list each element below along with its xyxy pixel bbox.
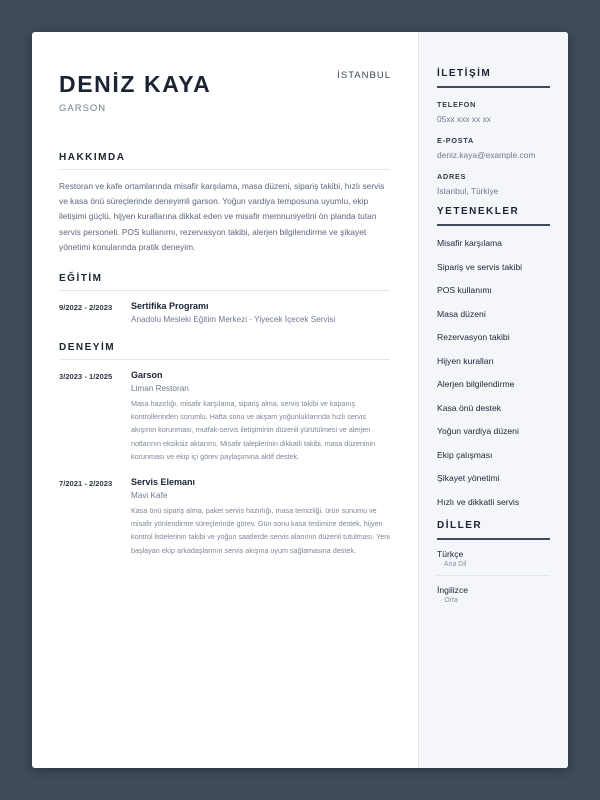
skills-list bbox=[437, 232, 550, 514]
skill-item: Hızlı ve dikkatli servis bbox=[437, 496, 520, 507]
skill-item: Sipariş ve servis takibi bbox=[437, 261, 523, 272]
language-name: İngilizce bbox=[437, 585, 469, 595]
skill-item: Alerjen bilgilendirme bbox=[437, 379, 515, 389]
experience-entry bbox=[59, 477, 390, 557]
about-section bbox=[59, 152, 390, 255]
experience-heading: DENEYİM bbox=[59, 342, 390, 360]
phone-label: TELEFON bbox=[437, 100, 477, 109]
education-title: Sertifika Programı bbox=[131, 301, 209, 312]
candidate-city: İSTANBUL bbox=[337, 70, 391, 81]
contact-heading: İLETİŞİM bbox=[437, 68, 550, 88]
email-label: E-POSTA bbox=[437, 136, 475, 145]
candidate-job-title: GARSON bbox=[59, 103, 107, 114]
skill-item: Rezervasyon takibi bbox=[437, 332, 510, 342]
language-level: · Orta bbox=[440, 597, 458, 604]
skill-item: Ekip çalışması bbox=[437, 449, 493, 460]
education-date: 9/2022 - 2/2023 bbox=[59, 303, 113, 313]
education-section bbox=[59, 273, 390, 324]
experience-date: 3/2023 - 1/2025 bbox=[59, 372, 113, 382]
phone-value: 05xx xxx xx xx bbox=[437, 114, 491, 124]
experience-entry bbox=[59, 370, 390, 463]
resume-sidebar bbox=[418, 32, 568, 768]
email-value: deniz.kaya@example.com bbox=[437, 150, 536, 160]
language-item bbox=[437, 540, 550, 573]
language-item bbox=[437, 575, 550, 609]
experience-description: Masa hazırlığı, misafir karşılama, sipariş alma, servis takibi ve kapanış kontrollerinden sorumlu. Hafta sonu ve akşam yoğunluklarında hızlı servis akışının korunması, mutfak-servis iletişiminin düzenli yürütülmesi ve alerjen notlarının eksiksiz aktarımı. Misafir taleplerinin dikkatli takibi, masa düzeninin korunması ve ekip içi görev paylaşımına aktif destek. bbox=[131, 399, 376, 461]
address-label: ADRES bbox=[437, 172, 467, 181]
skill-item: Kasa önü destek bbox=[437, 402, 502, 413]
skill-item: Masa düzeni bbox=[437, 308, 486, 319]
skill-item: Yoğun vardiya düzeni bbox=[437, 426, 519, 436]
education-institution: Anadolu Mesleki Eğitim Merkezi - Yiyecek İçecek Servisi bbox=[131, 315, 336, 325]
experience-date: 7/2021 - 2/2023 bbox=[59, 479, 113, 489]
resume-main-column bbox=[32, 32, 418, 768]
languages-heading: DİLLER bbox=[437, 520, 550, 540]
about-heading: HAKKIMDA bbox=[59, 152, 390, 170]
education-entry bbox=[59, 301, 390, 324]
about-text: Restoran ve kafe ortamlarında misafir karşılama, masa düzeni, sipariş takibi, hızlı servis ve kasa önü süreçlerinde deneyimli garson. Yoğun vardiya temposuna uyumlu, ekip iletişimi güçlü, hijyen kurallarına dikkat eden ve misafir memnuniyetini ön planda tutan servis personeli. POS kullanımı, rezervasyon takibi, alerjen bilgilendirme ve şikayet yönetimi konularında pratik deneyim. bbox=[59, 181, 385, 252]
skill-item: Hijyen kuralları bbox=[437, 355, 494, 366]
experience-section bbox=[59, 342, 390, 557]
language-level: · Ana Dil bbox=[440, 561, 467, 568]
language-name: Türkçe bbox=[437, 549, 464, 559]
skills-heading: YETENEKLER bbox=[437, 206, 550, 226]
skill-item: Misafir karşılama bbox=[437, 238, 502, 248]
candidate-name: DENİZ KAYA bbox=[59, 71, 212, 97]
experience-employer: Liman Restoran bbox=[131, 384, 189, 394]
skill-item: POS kullanımı bbox=[437, 285, 492, 295]
experience-employer: Mavi Kafe bbox=[131, 491, 168, 501]
resume-page bbox=[32, 32, 568, 768]
experience-description: Kasa önü sipariş alma, paket servis hazırlığı, masa temizliği, ürün sunumu ve misafir yönlendirme süreçlerinde görev. Gün sonu kasa teslimine destek, hijyen kontrol listelerinin takibi ve yoğun saatlerde servis alanının düzenli tutulması. Yeni başlayan ekip arkadaşlarının servis akışına uyum sağlamasına destek. bbox=[131, 506, 390, 555]
address-value: İstanbul, Türkiye bbox=[437, 186, 499, 196]
experience-title: Servis Elemanı bbox=[131, 477, 196, 488]
education-heading: EĞİTİM bbox=[59, 273, 390, 291]
skill-item: Şikayet yönetimi bbox=[437, 473, 500, 483]
experience-title: Garson bbox=[131, 370, 163, 381]
